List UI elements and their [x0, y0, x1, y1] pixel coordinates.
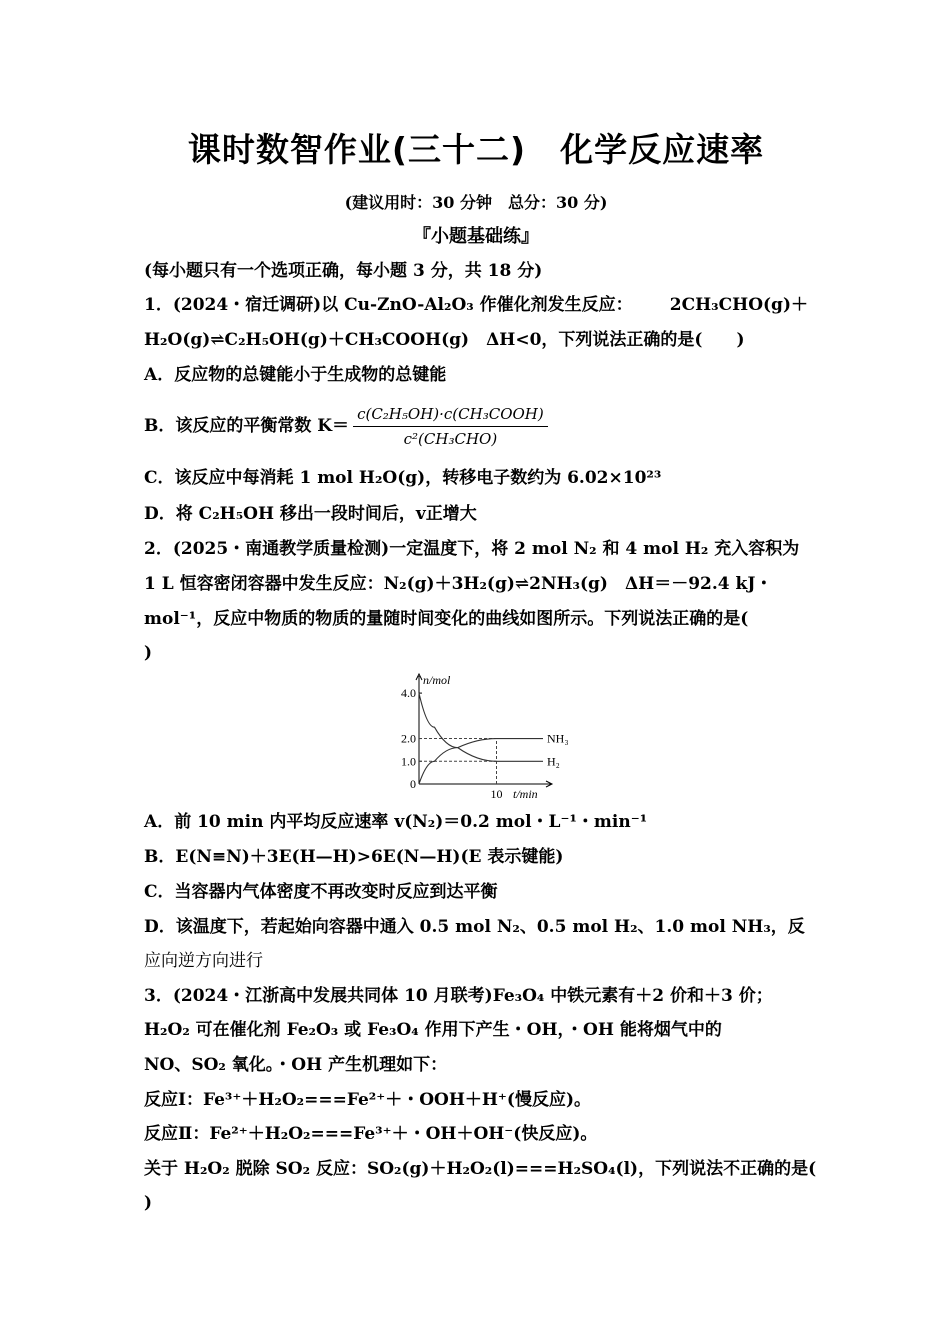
q1-option-b-prefix: B．该反应的平衡常数 K＝: [144, 416, 350, 436]
q2-option-b: B．E(N≡N)＋3E(H—H)>6E(N—H)(E 表示键能): [144, 847, 564, 867]
q2-option-c: C．当容器内气体密度不再改变时反应到达平衡: [144, 882, 498, 902]
q2-line3: mol⁻¹，反应中物质的物质的量随时间变化的曲线如图所示。下列说法正确的是(: [144, 609, 749, 629]
q1-option-d: D．将 C₂H₅OH 移出一段时间后，v正增大: [144, 504, 477, 524]
y-axis-label: n/mol: [423, 673, 451, 687]
fraction-numerator: c(C₂H₅OH)·c(CH₃COOH): [353, 404, 548, 427]
q3-line5: ): [144, 1193, 153, 1213]
q1-line2: H₂O(g)⇌C₂H₅OH(g)＋CH₃COOH(g) ΔH<0，下列说法正确的是( ): [144, 330, 745, 350]
q2-option-a: A．前 10 min 内平均反应速率 v(N₂)＝0.2 mol・L⁻¹・min⁻¹: [144, 812, 648, 832]
y-tick-label: 4.0: [401, 686, 416, 701]
y-tick-label: 2.0: [401, 731, 416, 746]
series-label: NH₃: [547, 731, 569, 746]
x-tick-label: 10: [490, 787, 503, 801]
q1-line1-a: 1．(2024・宿迁调研)以 Cu-ZnO-Al₂O₃ 作催化剂发生反应：: [144, 295, 633, 315]
q2-line1: 2．(2025・南通教学质量检测)一定温度下，将 2 mol N₂ 和 4 mol H₂ 充入容积为: [144, 539, 800, 559]
equilibrium-constant-fraction: [353, 404, 548, 449]
amount-time-chart: [395, 672, 569, 802]
q3-line4: 关于 H₂O₂ 脱除 SO₂ 反应：SO₂(g)＋H₂O₂(l)===H₂SO₄(l)，下列说法不正确的是(: [144, 1159, 817, 1179]
series-line-h2: [419, 693, 543, 761]
q3-line1: 3．(2024・江浙高中发展共同体 10 月联考)Fe₃O₄ 中铁元素有＋2 价和＋3 价；: [144, 986, 773, 1006]
page-title: 课时数智作业(三十二) 化学反应速率: [187, 130, 765, 169]
q2-option-d-line2: 应向逆方向进行: [144, 951, 263, 971]
q1-line1: [144, 294, 808, 316]
fraction-denominator: c²(CH₃CHO): [403, 430, 498, 448]
q1-line1-b: 2CH₃CHO(g)＋: [669, 295, 808, 315]
y-tick-label: 0: [410, 777, 416, 791]
x-axis-label: t/min: [513, 787, 538, 801]
q3-reaction-2: 反应Ⅱ：Fe²⁺＋H₂O₂===Fe³⁺＋・OH＋OH⁻(快反应)。: [144, 1124, 598, 1144]
q3-line3: NO、SO₂ 氧化。・OH 产生机理如下：: [144, 1055, 448, 1075]
q2-line2: 1 L 恒容密闭容器中发生反应：N₂(g)＋3H₂(g)⇌2NH₃(g) ΔH＝－92.4 kJ・: [144, 574, 773, 594]
q2-option-d-line1: D．该温度下，若起始向容器中通入 0.5 mol N₂、0.5 mol H₂、1.0 mol NH₃，反: [144, 917, 805, 937]
q3-reaction-1: 反应Ⅰ：Fe³⁺＋H₂O₂===Fe²⁺＋・OOH＋H⁺(慢反应)。: [144, 1090, 591, 1110]
instruction: (每小题只有一个选项正确，每小题 3 分，共 18 分): [144, 261, 543, 281]
time-score-note: (建议用时：30 分钟 总分：30 分): [344, 193, 608, 212]
q3-line2: H₂O₂ 可在催化剂 Fe₂O₃ 或 Fe₃O₄ 作用下产生・OH，・OH 能将烟气中的: [144, 1020, 722, 1040]
q1-option-c: C．该反应中每消耗 1 mol H₂O(g)，转移电子数约为 6.02×10²³: [144, 468, 662, 488]
y-tick-label: 1.0: [401, 754, 416, 769]
q1-option-b: [144, 398, 548, 454]
series-label: H₂: [547, 754, 560, 769]
q1-option-a: A．反应物的总键能小于生成物的总键能: [144, 365, 447, 385]
q2-line4: ): [144, 643, 153, 663]
section-heading: 『小题基础练』: [413, 226, 539, 247]
